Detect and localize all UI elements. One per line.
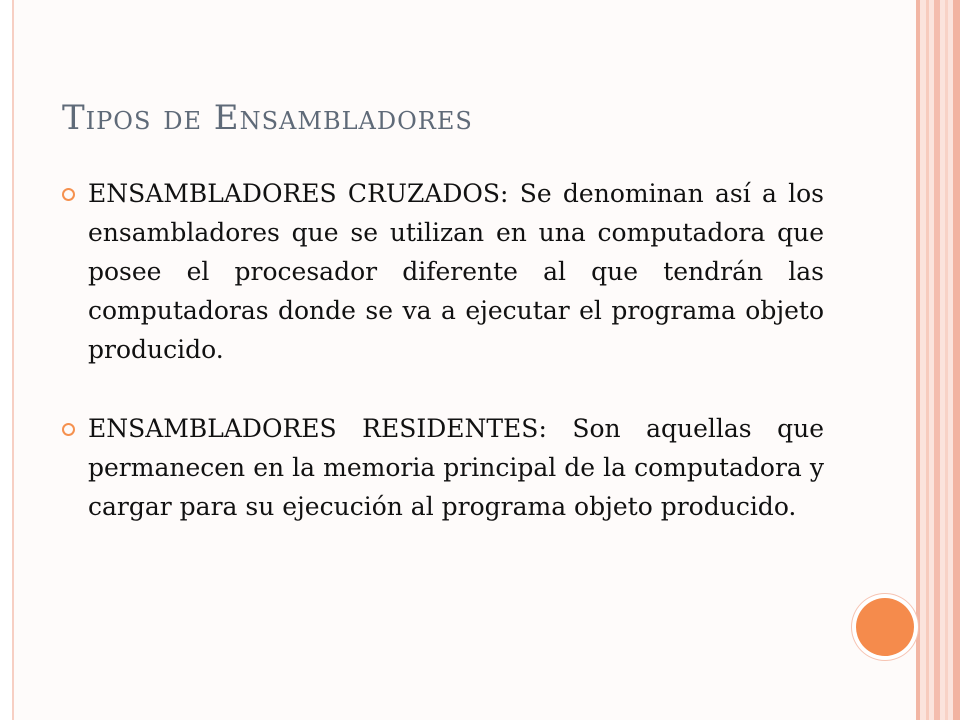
slide-title: Tipos de Ensambladores: [62, 98, 473, 138]
accent-circle: [856, 598, 914, 656]
decorative-stripes: [916, 0, 960, 720]
bullet-list: [62, 174, 824, 566]
stripe: [934, 0, 940, 720]
bullet-item-residentes: [62, 409, 824, 526]
bullet-circle-icon: [62, 188, 75, 201]
bullet-text: ENSAMBLADORES CRUZADOS: Se denominan así a los ensambladores que se utilizan en una computadora que posee el procesador diferente al que tendrán las computadoras donde se va a ejecutar el programa objeto producido.: [88, 179, 824, 364]
stripe: [926, 0, 929, 720]
stripe: [916, 0, 920, 720]
stripe: [945, 0, 948, 720]
bullet-text: ENSAMBLADORES RESIDENTES: Son aquellas que permanecen en la memoria principal de la computadora y cargar para su ejecución al programa objeto producido.: [88, 414, 824, 521]
bullet-item-cruzados: [62, 174, 824, 369]
stripe: [953, 0, 960, 720]
bullet-circle-icon: [62, 423, 75, 436]
